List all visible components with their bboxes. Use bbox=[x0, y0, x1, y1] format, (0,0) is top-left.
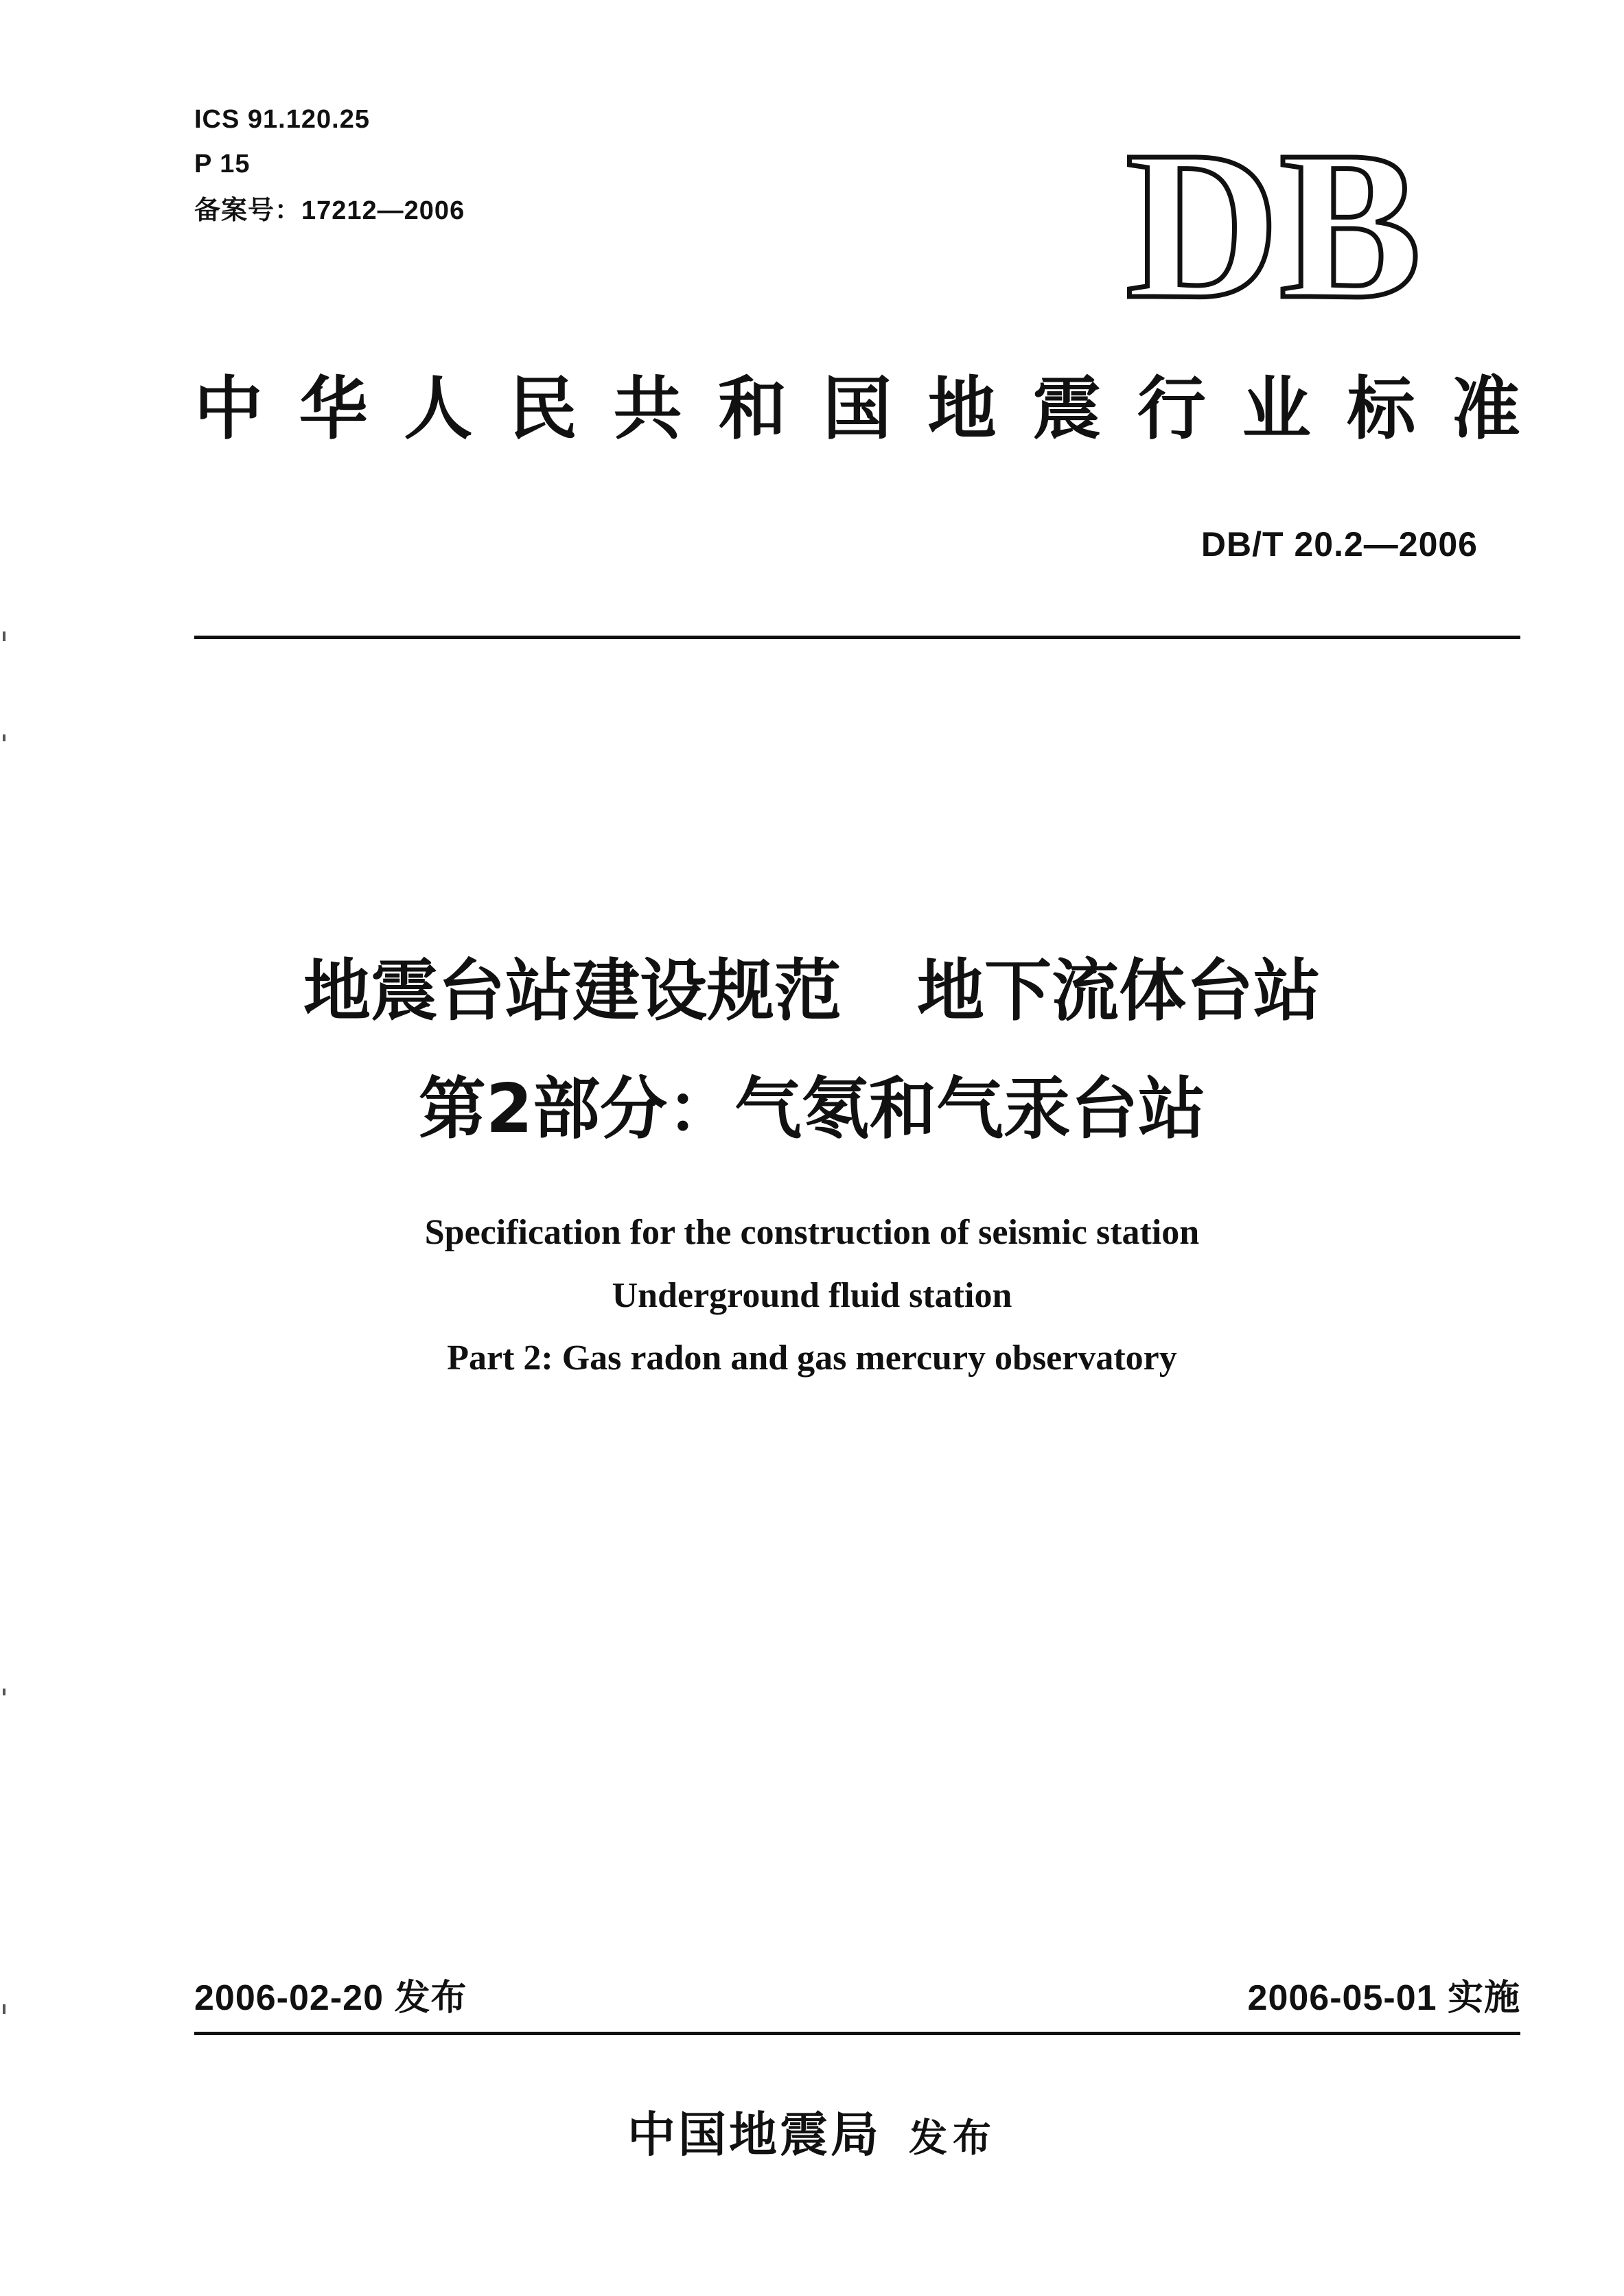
chinese-title-part-2: 地下流体台站 bbox=[917, 952, 1321, 1030]
english-title-line-2: Underground fluid station bbox=[612, 1276, 1012, 1315]
standard-type-char: 标 bbox=[1347, 368, 1416, 449]
chinese-title-line-2: 第2部分：气氡和气汞台站 bbox=[418, 1070, 1206, 1148]
scan-artifact bbox=[3, 734, 5, 741]
standard-type-char: 震 bbox=[1032, 368, 1102, 449]
standard-code: DB/T 20.2—2006 bbox=[1200, 525, 1478, 564]
db-logo bbox=[1126, 137, 1448, 309]
standard-type-char: 中 bbox=[194, 368, 263, 449]
english-title-line-3: Part 2: Gas radon and gas mercury observatory bbox=[447, 1338, 1177, 1378]
issue-date: 2006-02-20 发布 bbox=[194, 1978, 467, 2018]
classification-code: P 15 bbox=[194, 150, 251, 178]
chinese-title-line-1 bbox=[0, 952, 1624, 1030]
standard-type-char: 共 bbox=[613, 368, 682, 449]
standard-type-char: 准 bbox=[1451, 368, 1520, 449]
chinese-title-part-1: 地震台站建设规范 bbox=[303, 952, 842, 1030]
standard-type-char: 和 bbox=[718, 368, 787, 449]
english-title-line-1: Specification for the construction of seismic station bbox=[424, 1213, 1200, 1252]
standard-type-char: 人 bbox=[404, 368, 473, 449]
standard-type-char: 地 bbox=[927, 368, 997, 449]
standard-type-char: 国 bbox=[822, 368, 892, 449]
scan-artifact bbox=[3, 2004, 5, 2014]
db-logo-text: DB bbox=[1126, 137, 1422, 309]
standard-type-char: 行 bbox=[1137, 368, 1206, 449]
standard-type-char: 业 bbox=[1242, 368, 1311, 449]
implementation-date: 2006-05-01 实施 bbox=[1247, 1978, 1520, 2018]
publisher-name: 中国地震局 bbox=[627, 2106, 881, 2163]
publisher-line bbox=[0, 2106, 1624, 2163]
standard-type-char: 华 bbox=[299, 368, 368, 449]
footer-divider bbox=[194, 2032, 1520, 2035]
header-divider bbox=[194, 636, 1520, 639]
standard-type-char: 民 bbox=[508, 368, 577, 449]
standard-type-heading bbox=[194, 368, 1520, 449]
scan-artifact bbox=[3, 631, 5, 641]
ics-code: ICS 91.120.25 bbox=[194, 105, 370, 134]
publisher-action: 发布 bbox=[909, 2115, 997, 2161]
record-number: 备案号：17212—2006 bbox=[194, 196, 465, 225]
scan-artifact bbox=[3, 1689, 5, 1695]
